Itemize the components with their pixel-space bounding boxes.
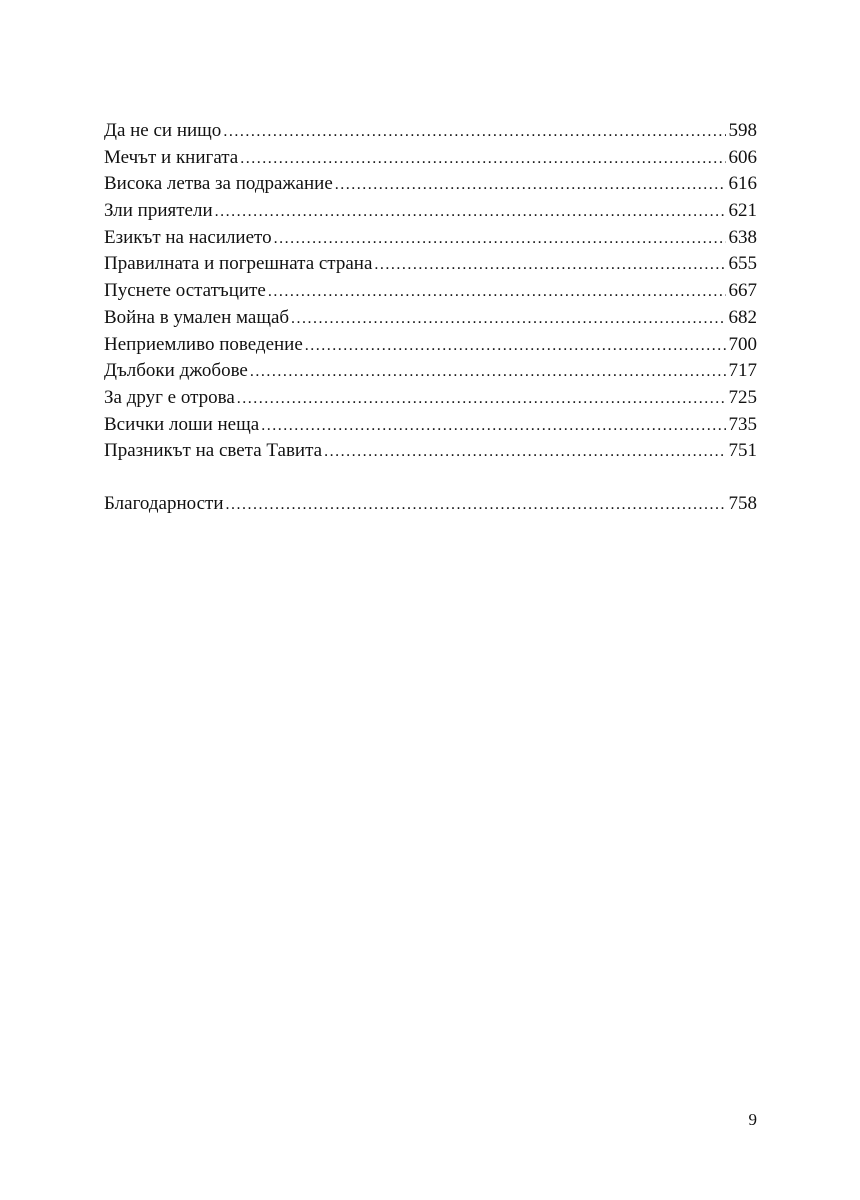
toc-entry[interactable] <box>104 251 757 278</box>
toc-entry-title: Да не си нищо <box>104 120 222 141</box>
toc-entry-page: 758 <box>728 492 757 514</box>
toc-dot-leader <box>223 119 725 146</box>
toc-entry-title: Война в умален мащаб <box>104 306 290 328</box>
toc-entry-page: 621 <box>728 200 757 222</box>
toc-entry-title: Мечът и книгата <box>104 146 239 168</box>
toc-entry[interactable] <box>104 491 757 518</box>
toc-entry[interactable] <box>104 385 757 412</box>
toc-dot-leader <box>215 199 726 226</box>
toc-entry-page: 682 <box>728 306 757 328</box>
toc-entry[interactable] <box>104 358 757 385</box>
toc-entry-page: 700 <box>728 333 757 355</box>
toc-entry[interactable] <box>104 305 757 332</box>
toc-entry-page: 606 <box>728 146 757 168</box>
toc-dot-leader <box>291 306 725 333</box>
toc-dot-leader <box>250 359 726 386</box>
page-number: 9 <box>748 1110 757 1129</box>
toc-entry[interactable] <box>104 438 757 465</box>
toc-entry[interactable] <box>104 332 757 359</box>
toc-entry-page: 735 <box>728 413 757 435</box>
toc-dot-leader <box>305 333 726 360</box>
toc-entry-title: Пуснете остатъците <box>104 280 266 302</box>
toc-dot-leader <box>335 172 726 199</box>
toc-dot-leader <box>237 386 726 413</box>
toc-entry-title: Всички лоши неща <box>104 413 260 435</box>
toc-dot-leader <box>324 439 725 466</box>
toc-entry-title: Неприемливо поведение <box>104 333 303 355</box>
toc-entry[interactable] <box>104 118 757 145</box>
toc-entry-title: Дълбоки джобове <box>104 360 248 382</box>
table-of-contents <box>104 118 757 518</box>
toc-entry-title: За друг е отрова <box>104 386 235 408</box>
toc-entry-title: Зли приятели <box>104 200 213 222</box>
toc-entry-title: Езикът на насилието <box>104 226 272 248</box>
toc-entry-page: 667 <box>728 280 757 302</box>
toc-entry[interactable] <box>104 198 757 225</box>
toc-group-back-matter <box>104 491 757 518</box>
toc-dot-leader <box>268 279 726 306</box>
toc-entry-title: Правилната и погрешната страна <box>104 253 373 275</box>
toc-entry[interactable] <box>104 278 757 305</box>
toc-entry-page: 717 <box>728 360 757 382</box>
toc-dot-leader <box>274 226 726 253</box>
toc-entry[interactable] <box>104 225 757 252</box>
toc-entry-page: 638 <box>728 226 757 248</box>
toc-entry-title: Празникът на света Тавита <box>104 440 323 462</box>
toc-entry-page: 616 <box>728 173 757 195</box>
toc-entry[interactable] <box>104 171 757 198</box>
toc-group-chapters <box>104 118 757 465</box>
toc-entry-page: 598 <box>728 120 757 141</box>
toc-entry-page: 751 <box>728 440 757 462</box>
toc-entry[interactable] <box>104 412 757 439</box>
toc-dot-leader <box>226 492 726 519</box>
toc-dot-leader <box>374 252 725 279</box>
toc-entry-title: Висока летва за подражание <box>104 173 333 195</box>
toc-dot-leader <box>261 413 725 440</box>
toc-entry-page: 725 <box>728 386 757 408</box>
toc-entry[interactable] <box>104 145 757 172</box>
toc-entry-page: 655 <box>728 253 757 275</box>
toc-dot-leader <box>240 146 725 173</box>
toc-entry-title: Благодарности <box>104 492 224 514</box>
